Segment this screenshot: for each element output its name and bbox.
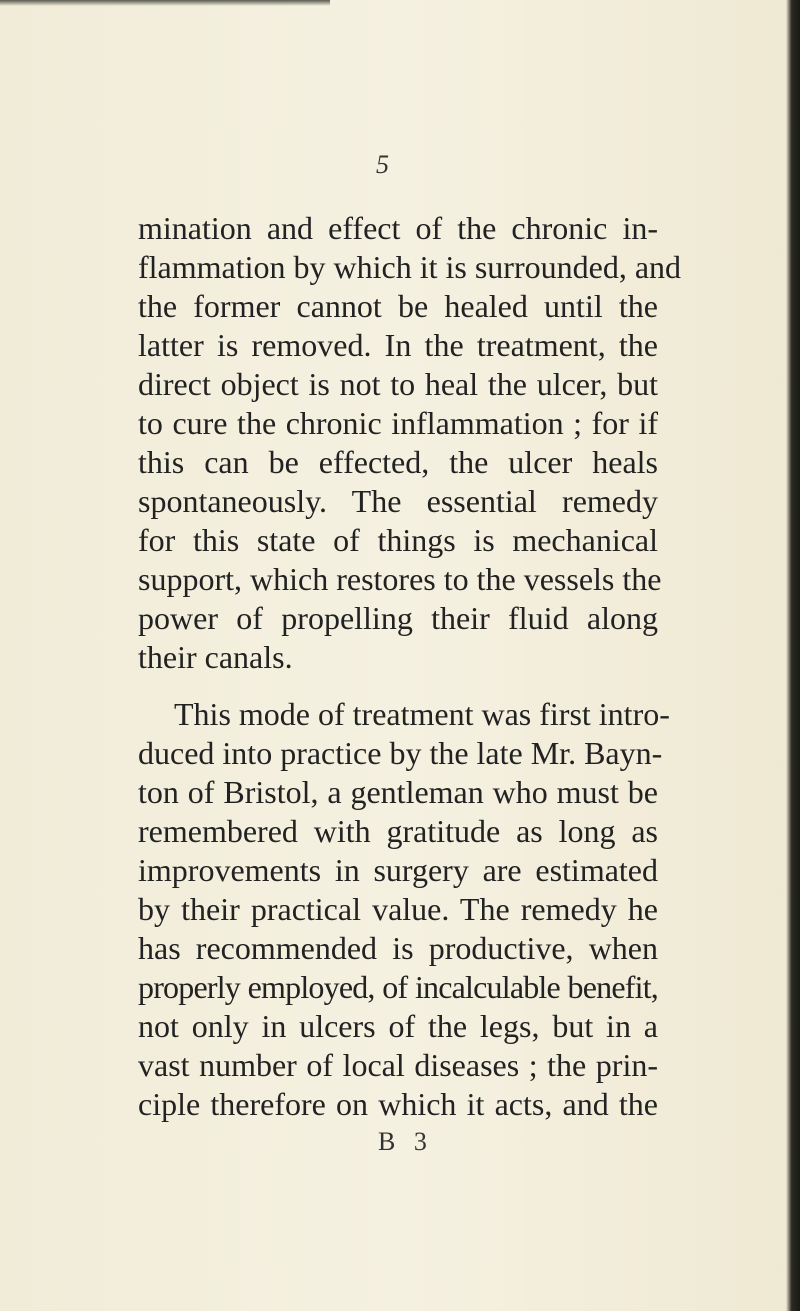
- text-line: power of propelling their fluid along: [138, 600, 658, 636]
- text-line: not only in ulcers of the legs, but in a: [138, 1008, 658, 1044]
- text-line: to cure the chronic inflammation ; for if: [138, 405, 658, 441]
- text-line: support, which restores to the vessels the: [138, 561, 662, 597]
- text-line: has recommended is productive, when: [138, 930, 658, 966]
- text-line: for this state of things is mechanical: [138, 522, 658, 558]
- text-line: improvements in surgery are estimated: [138, 852, 658, 888]
- page-shadow: [0, 0, 330, 6]
- text-line: duced into practice by the late Mr. Bayn-: [138, 735, 663, 771]
- page-number: 5: [376, 150, 389, 179]
- text-line: remembered with gratitude as long as: [138, 813, 658, 849]
- text-line: ton of Bristol, a gentleman who must be: [138, 774, 658, 810]
- text-line: mination and effect of the chronic in-: [138, 210, 658, 246]
- text-line: their canals.: [138, 639, 293, 675]
- text-line: the former cannot be healed until the: [138, 288, 658, 324]
- signature-mark: B 3: [378, 1127, 433, 1156]
- text-line: latter is removed. In the treatment, the: [138, 327, 658, 363]
- text-line: properly employed, of incalculable benefit,: [138, 969, 658, 1005]
- text-line: by their practical value. The remedy he: [138, 891, 658, 927]
- text-line: This mode of treatment was first intro-: [174, 696, 670, 732]
- text-line: this can be effected, the ulcer heals: [138, 444, 658, 480]
- text-line: vast number of local diseases ; the prin-: [138, 1047, 658, 1083]
- text-line: direct object is not to heal the ulcer, but: [138, 366, 658, 402]
- text-line: spontaneously. The essential remedy: [138, 483, 658, 519]
- page-binding-edge: [786, 0, 800, 1311]
- text-line: flammation by which it is surrounded, and: [138, 249, 682, 285]
- text-line: ciple therefore on which it acts, and the: [138, 1086, 658, 1122]
